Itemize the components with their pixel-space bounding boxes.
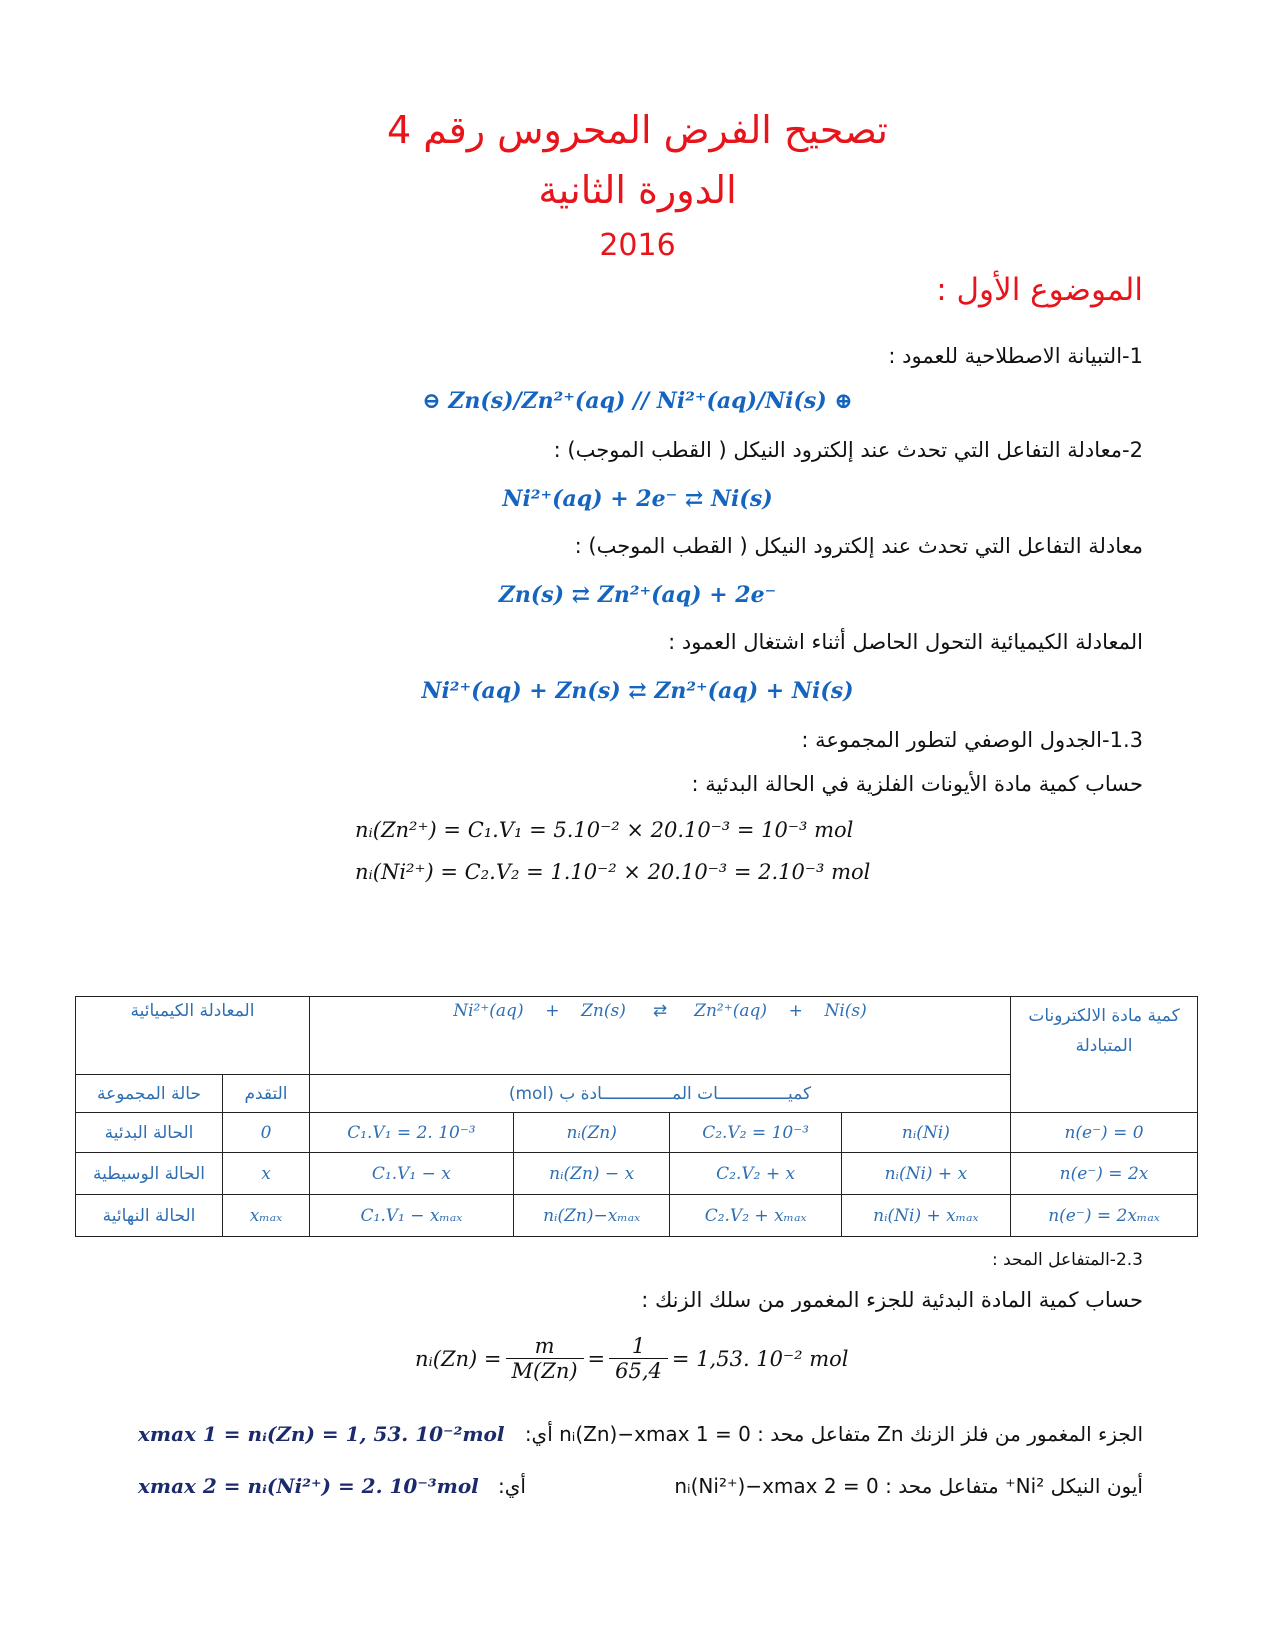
header-advance: التقدم	[223, 1075, 310, 1113]
table-row	[76, 1195, 1198, 1237]
table-row	[76, 1153, 1198, 1195]
reaction-plus-2: +	[788, 1001, 803, 1021]
zn-amount-rhs: = 1,53. 10⁻² mol	[671, 1346, 849, 1371]
cathode-equation: Ni²⁺(aq) + 2e⁻ ⇄ Ni(s)	[502, 486, 773, 512]
q2-label-3: المعادلة الكيميائية التحول الحاصل أثناء اشتغال العمود :	[668, 630, 1143, 654]
row-ni-ions: C₂.V₂ + x	[670, 1153, 841, 1195]
q3-calc-label: حساب كمية مادة الأيونات الفلزية في الحالة البدئية :	[691, 772, 1143, 796]
fraction-numeric	[609, 1334, 668, 1383]
overall-equation: Ni²⁺(aq) + Zn(s) ⇄ Zn²⁺(aq) + Ni(s)	[421, 678, 854, 704]
evolution-table	[75, 996, 1198, 1237]
header-quantities: كميــــــــــــــات المــــــــــــــادة ب (mol)	[310, 1075, 1011, 1113]
zn-amount-lhs: nᵢ(Zn) =	[415, 1346, 502, 1371]
row-ni: nᵢ(Ni)	[841, 1113, 1010, 1153]
title-year: 2016	[599, 228, 676, 263]
row-electrons: n(e⁻) = 2xₘₐₓ	[1011, 1195, 1198, 1237]
xmax-1-result: xmax 1 = nᵢ(Zn) = 1, 53. 10⁻²mol	[138, 1422, 505, 1446]
row-state: الحالة النهائية	[76, 1195, 223, 1237]
zn-amount-equation: nᵢ(Zn) = $\frac{m}{M(Zn)}$ = $\frac{1}{65,4}$ = 1,53. 10⁻² mol	[415, 1334, 849, 1383]
row-advance: xₘₐₓ	[223, 1195, 310, 1237]
case-2-ai: أي:	[498, 1474, 526, 1498]
reaction-species-2: Zn(s)	[581, 1001, 626, 1021]
fraction-1-numerator: m	[506, 1334, 584, 1359]
row-ni: nᵢ(Ni) + x	[841, 1153, 1010, 1195]
row-zn: nᵢ(Zn)	[513, 1113, 670, 1153]
row-advance: x	[223, 1153, 310, 1195]
row-zn-ions: C₁.V₁ − x	[310, 1153, 514, 1195]
row-ni: nᵢ(Ni) + xₘₐₓ	[841, 1195, 1010, 1237]
row-electrons: n(e⁻) = 2x	[1011, 1153, 1198, 1195]
header-electrons: كمية مادة الالكترونات المتبادلة	[1011, 997, 1198, 1113]
xmax-2-result: xmax 2 = nᵢ(Ni²⁺) = 2. 10⁻³mol	[138, 1474, 479, 1498]
header-reaction	[310, 997, 1011, 1075]
row-zn-ions: C₁.V₁ = 2. 10⁻³	[310, 1113, 514, 1153]
reaction-species-1: Ni²⁺(aq)	[453, 1001, 524, 1021]
row-zn: nᵢ(Zn)−xₘₐₓ	[513, 1195, 670, 1237]
q4-label: 2.3-المتفاعل المحد :	[991, 1250, 1143, 1270]
row-state: الحالة الوسيطية	[76, 1153, 223, 1195]
row-ni-ions: C₂.V₂ + xₘₐₓ	[670, 1195, 841, 1237]
row-zn-ions: C₁.V₁ − xₘₐₓ	[310, 1195, 514, 1237]
row-ni-ions: C₂.V₂ = 10⁻³	[670, 1113, 841, 1153]
reaction-species-4: Ni(s)	[824, 1001, 867, 1021]
fraction-2-denominator: 65,4	[615, 1359, 662, 1383]
calc-ni-ions: nᵢ(Ni²⁺) = C₂.V₂ = 1.10⁻² × 20.10⁻³ = 2.10⁻³ mol	[355, 860, 871, 884]
cell-notation: ⊖ Zn(s)/Zn²⁺(aq) // Ni²⁺(aq)/Ni(s) ⊕	[422, 388, 853, 414]
reaction-plus-1: +	[545, 1001, 560, 1021]
q1-label: 1-التبيانة الاصطلاحية للعمود :	[888, 344, 1143, 368]
title-line-1: تصحيح الفرض المحروس رقم 4	[387, 108, 888, 152]
anode-equation: Zn(s) ⇄ Zn²⁺(aq) + 2e⁻	[498, 582, 777, 608]
row-advance: 0	[223, 1113, 310, 1153]
header-chemical-equation: المعادلة الكيميائية	[76, 997, 310, 1075]
case-zinc-limiting: الجزء المغمور من فلز الزنك Zn متفاعل محد : nᵢ(Zn)−xmax 1 = 0 أي:	[524, 1422, 1143, 1446]
row-electrons: n(e⁻) = 0	[1011, 1113, 1198, 1153]
case-nickel-limiting: أيون النيكل Ni²⁺ متفاعل محد : nᵢ(Ni²⁺)−xmax 2 = 0	[674, 1474, 1143, 1498]
row-zn: nᵢ(Zn) − x	[513, 1153, 670, 1195]
row-state: الحالة البدئية	[76, 1113, 223, 1153]
fraction-2-numerator: 1	[609, 1334, 668, 1359]
fraction-mass-over-molar	[506, 1334, 584, 1383]
q2-label-1: 2-معادلة التفاعل التي تحدث عند إلكترود النيكل ( القطب الموجب) :	[553, 438, 1143, 462]
q3-label: 1.3-الجدول الوصفي لتطور المجموعة :	[801, 728, 1143, 752]
fraction-1-denominator: M(Zn)	[511, 1359, 578, 1383]
q2-label-2: معادلة التفاعل التي تحدث عند إلكترود النيكل ( القطب الموجب) :	[574, 534, 1143, 558]
calc-zn-ions: nᵢ(Zn²⁺) = C₁.V₁ = 5.10⁻² × 20.10⁻³ = 10⁻³ mol	[355, 818, 854, 842]
reaction-species-3: Zn²⁺(aq)	[694, 1001, 767, 1021]
q4-calc-label: حساب كمية المادة البدئية للجزء المغمور من سلك الزنك :	[641, 1288, 1143, 1312]
subject-heading: الموضوع الأول :	[936, 272, 1143, 308]
header-state: حالة المجموعة	[76, 1075, 223, 1113]
reaction-arrow: ⇄	[652, 1001, 668, 1021]
table-row	[76, 1113, 1198, 1153]
title-line-2: الدورة الثانية	[538, 168, 737, 212]
